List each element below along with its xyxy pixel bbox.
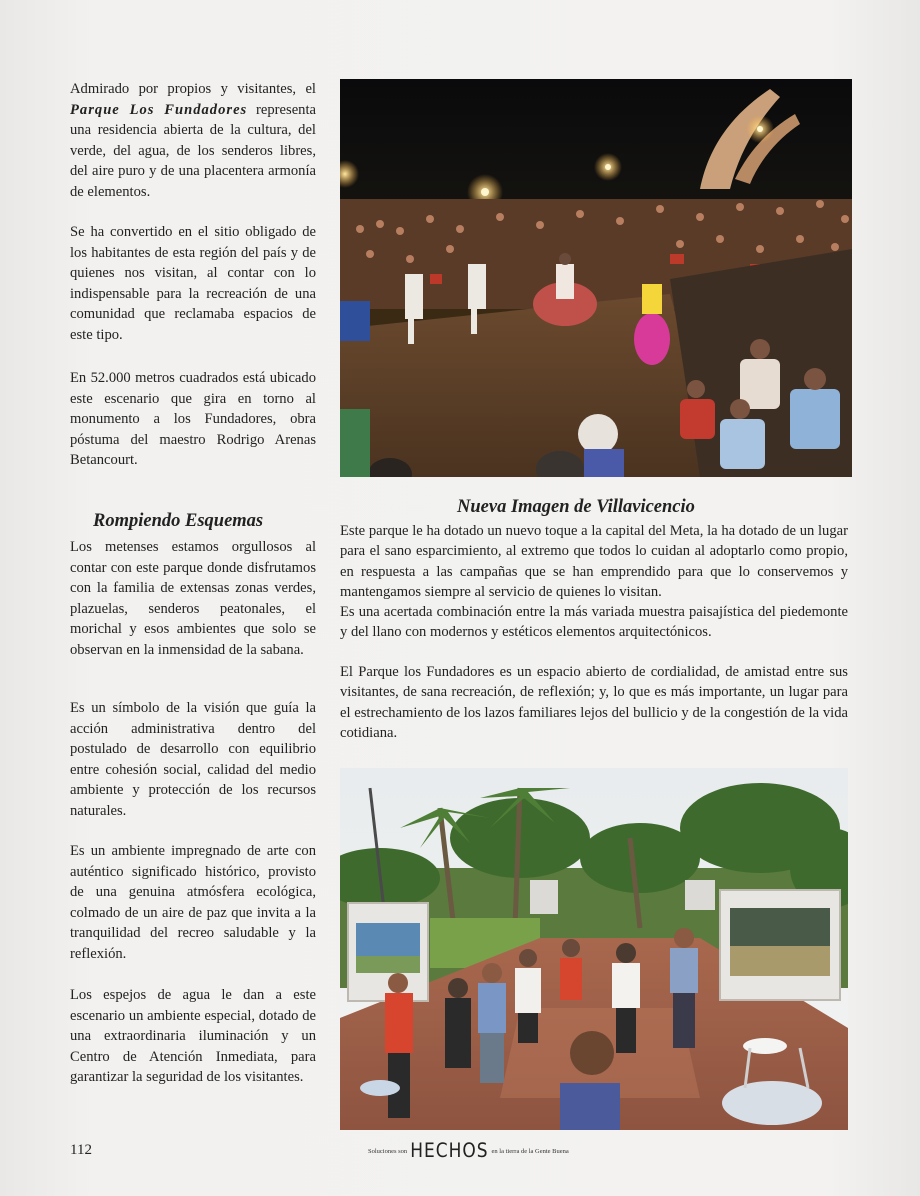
footer-brand-logo xyxy=(368,1140,568,1162)
paragraph-proud: Los metenses estamos orgullosos al contar con este parque donde disfrutamos con la familia de extensas zonas verdes, plazuelas, senderos peatonales, el morichal y esos ambientes que solo se observan en la inmensidad de la sabana. xyxy=(70,539,316,658)
photo-night-dance-festival xyxy=(340,79,852,477)
park-name: Parque Los Fundadores xyxy=(70,101,248,118)
paragraph-obligatory-site: Se ha convertido en el sitio obligado de los habitantes de esta región del país y de quienes nos visitan, al contar con lo indispensable para la recreación de una comunidad que reclamaba espacios de este tipo. xyxy=(70,224,316,343)
paragraph-new-touch: Este parque le ha dotado un nuevo toque a la capital del Meta, la ha dotado de un lugar para el sano esparcimiento, al extremo que todos lo cuidan al adoptarlo como propio, en respuesta a las campañas que se han emprendido para que lo conservemos y mantengamos siempre al servicio de quienes lo visitan. xyxy=(340,523,848,601)
photo-park-exhibition xyxy=(340,768,848,1130)
brand-left-text: Soluciones son xyxy=(368,1147,408,1155)
paragraph-intro: Admirado por propios y visitantes, el Parque Los Fundadores representa una residencia abierta de la cultura, del verde, del agua, de los senderos libres, del aire puro y de una placentera armonía de elementos. xyxy=(70,81,316,200)
paragraph-water-mirrors: Los espejos de agua le dan a este escenario un ambiente especial, dotado de una extraordinaria iluminación y un Centro de Atención Inmediata, para garantizar la seguridad de los visitantes. xyxy=(70,987,316,1086)
heading-nueva-imagen: Nueva Imagen de Villavicencio xyxy=(457,497,695,517)
brand-right-text: en la tierra de la Gente Buena xyxy=(491,1147,569,1155)
paragraph-combination: Es una acertada combinación entre la más variada muestra paisajística del piedemonte y del llano con modernos y estéticos elementos arquitectónicos. xyxy=(340,604,848,641)
heading-rompiendo-esquemas: Rompiendo Esquemas xyxy=(93,511,264,531)
page-number: 112 xyxy=(70,1142,92,1158)
paragraph-cordiality: El Parque los Fundadores es un espacio abierto de cordialidad, de amistad entre sus visitantes, de sana recreación, de reflexión; y, lo que es más importante, un lugar para el estrechamiento de los lazos familiares lejos del bullicio y de la congestión de la vida cotidiana. xyxy=(340,664,848,742)
paragraph-symbol: Es un símbolo de la visión que guía la acción administrativa dentro del postulado de desarrollo con equilibrio entre cohesión social, calidad del medio ambiente y protección de los recursos naturales. xyxy=(70,700,316,819)
brand-hechos: HECHOS xyxy=(410,1139,489,1163)
paragraph-art: Es un ambiente impregnado de arte con auténtico significado histórico, provisto de una genuina atmósfera ecológica, colmado de un aire de paz que invita a la tranquilidad del recreo saludable y la reflexión. xyxy=(70,843,316,962)
paragraph-area: En 52.000 metros cuadrados está ubicado este escenario que gira en torno al monumento a los Fundadores, obra póstuma del maestro Rodrigo Arenas Betancourt. xyxy=(70,370,316,469)
